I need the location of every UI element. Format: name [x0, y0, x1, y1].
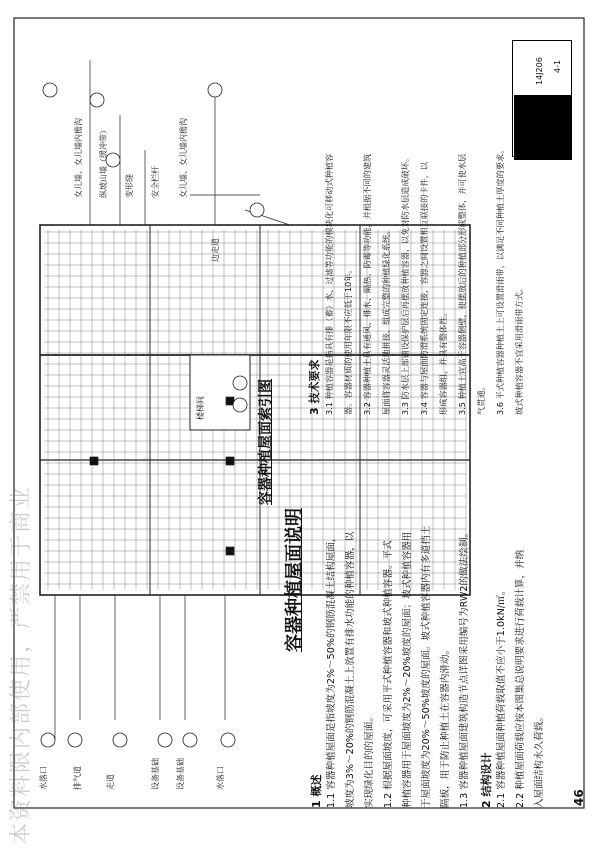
section-2-heading: 2 结构设计: [480, 752, 493, 808]
notes-title: 容器种植屋面说明: [284, 508, 305, 652]
section-1-heading: 1 概述: [310, 774, 323, 808]
s1-line: 于屋面坡度为20%～50%坡度的屋面。坡式种植容器内有多道挡土: [421, 525, 432, 808]
s3-line: 3.3 防水层上部铺设保护层后再摆放种植容器，以免对防水层造成破坏。: [400, 153, 410, 415]
page-number: 46: [572, 789, 586, 806]
s3-line: 3.6 平式种植容器种植土上可设置滑雨带，以满足不同种植土厚度的要求。: [495, 145, 505, 415]
s1-line: 1.1 容器种植屋面是指坡度为2%～50%的钢筋混凝土结构屋面，: [326, 532, 337, 808]
s1-line: 坡度为3%～20%的钢筋混凝土上放置有排水功能的种植容器，以: [345, 531, 356, 808]
s1-line: 1.2 根据屋面坡度，可采用平式种植容器和坡式种植容器。平式: [383, 540, 394, 808]
label-equip-base-2: 设备基础: [176, 758, 185, 790]
s1-line: 实现绿化目的的屋面。: [364, 712, 375, 808]
s3-line: 3.4 容器与屋面防滑系统固定连接，容器之间设置相互联接的卡件，以: [419, 161, 429, 415]
s3-line: 3.2 容器种植土具有通风、排水、隔热、防霉等功能，并根据不同的建筑: [362, 153, 372, 415]
s2-line: 入屋面结构永久荷载。: [534, 712, 545, 808]
label-deformation-joint: 变形缝: [125, 174, 134, 198]
section-3-heading: 3 技术要求: [308, 359, 321, 415]
s1-line: 1.3 容器种植屋面建筑构造节点详图采用编号为RW2的做法绘制。: [459, 527, 470, 808]
s3-line: 3.1 种植容器是指具有排（蓄）水、过滤等功能的模块化可移动式种植容: [324, 153, 334, 415]
atlas-code: 14J206: [535, 57, 544, 85]
watermark: 本资料限内部使用，严禁用于商业: [9, 484, 34, 845]
label-side-walkway: 边走道: [211, 238, 220, 262]
s3-line: 气贯通。: [476, 382, 486, 415]
label-walkway: 走道: [106, 774, 115, 790]
s3-line: 屋面将容器灵活地拼接、组成完整的种植绿化系统。: [381, 226, 391, 415]
label-parapet-2: 女儿墙、女儿墙内檐沟: [179, 118, 188, 198]
label-railing: 安全栏杆: [151, 166, 160, 198]
s2-line: 2.1 容器种植屋面种植荷载取值不应小于1.0kN/㎡。: [496, 585, 507, 808]
label-drain-2: 水落口: [216, 766, 225, 790]
s3-line: 器。容器材质的使用年限不应低于10年。: [343, 265, 353, 415]
s1-line: 种植容器用于屋面坡度为2%～20%坡度的屋面；坡式种植容器用: [402, 531, 413, 808]
s2-line: 2.2 种植屋面荷载应按本图集总说明要求进行荷载计算，并纳: [515, 549, 526, 808]
label-stair: 楼梯间: [196, 396, 205, 420]
label-equip-base-1: 设备基础: [151, 758, 160, 790]
s1-line: 隔板，用于防止种植土在容器内滑动。: [440, 644, 451, 808]
s3-line: 形成容器组，并具有整体性。: [438, 308, 448, 415]
s3-line: 3.5 种植土宜高于容器侧壁，使摆放后的种植部分形成整体，并可使水层: [457, 153, 467, 415]
label-drain-1: 水落口: [39, 766, 48, 790]
label-gable-slope: 纵坡山墙（缓冲带）: [99, 126, 108, 198]
plan-title: 容器种植屋面索引图: [258, 379, 274, 505]
section-3-body: [320, 35, 529, 415]
s3-line: 坡式种植容器不宜采用滑雨带方式。: [514, 283, 524, 415]
sheet-number: 4-1: [553, 59, 562, 73]
label-parapet-1: 女儿墙、女儿墙内檐沟: [74, 118, 83, 198]
label-vent: 排气道: [73, 766, 82, 790]
